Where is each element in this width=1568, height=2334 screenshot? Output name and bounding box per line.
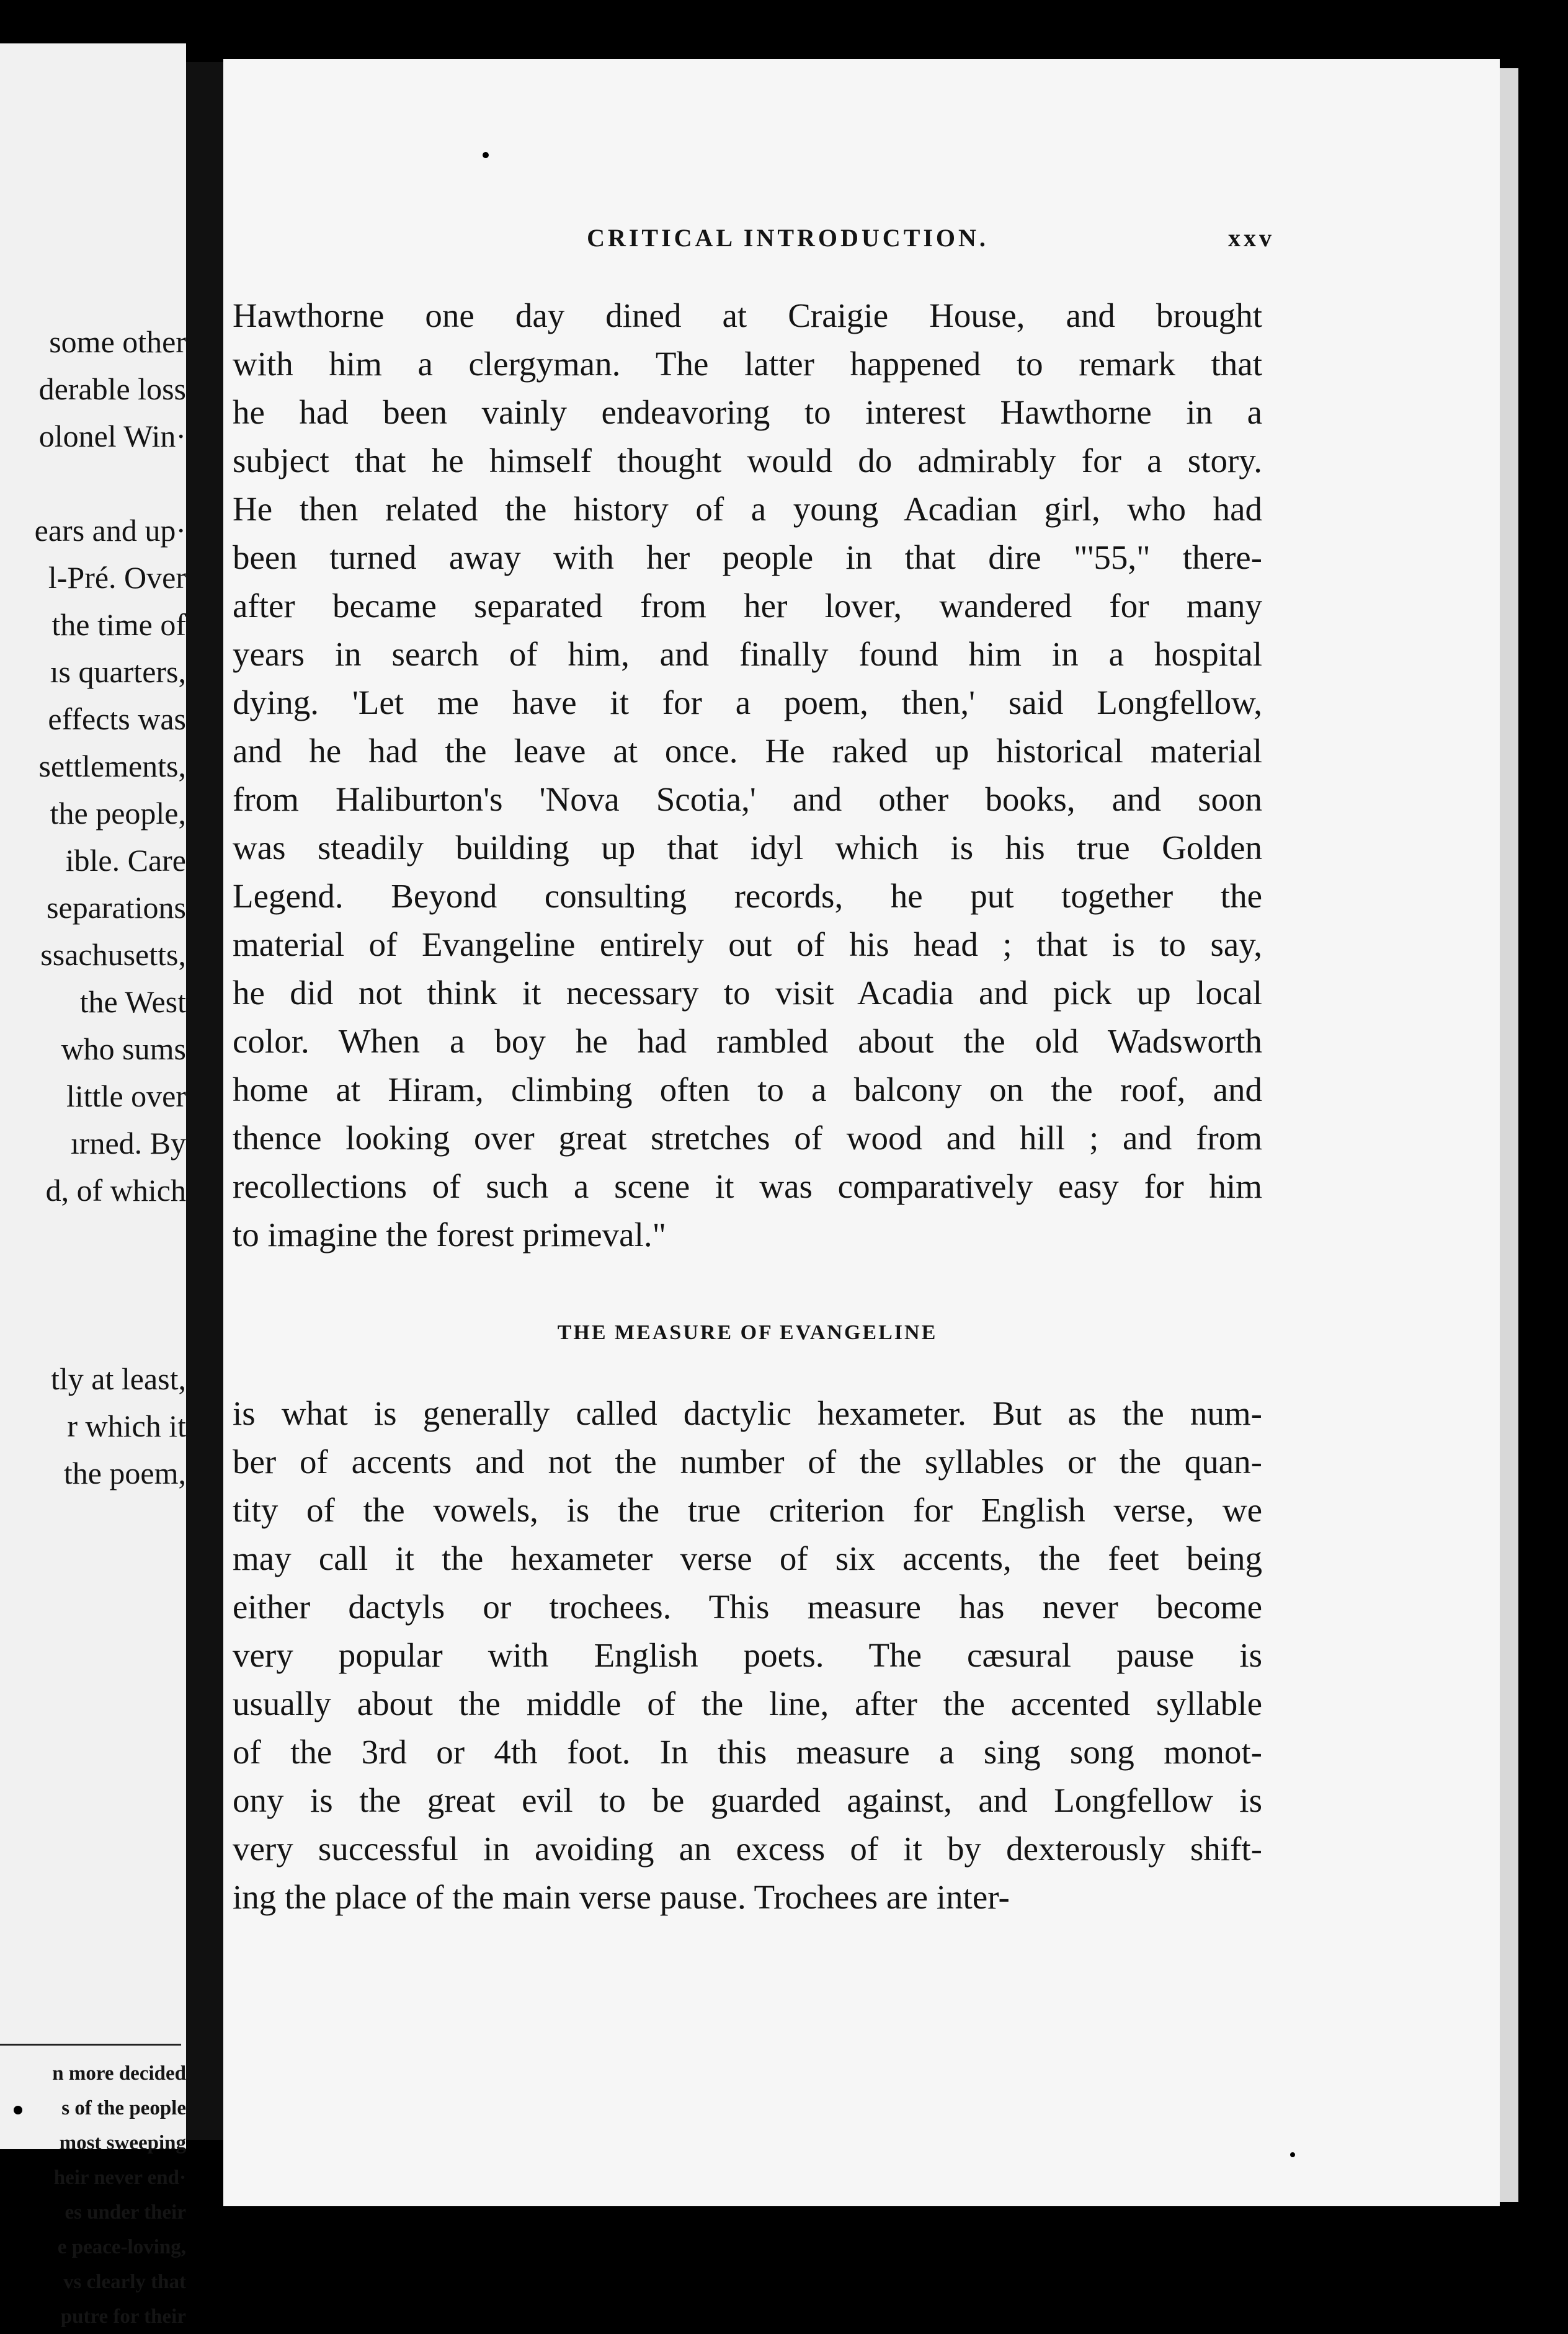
left-page-line: the people, (50, 796, 186, 831)
left-page-line: derable loss (38, 372, 186, 406)
left-page-line: ears and up· (34, 513, 186, 548)
text-line: ing the place of the main verse pause. Trochees are inter- (233, 1878, 1010, 1916)
page-speck (14, 2106, 22, 2114)
left-footnote-line: s of the people (61, 2097, 186, 2119)
footnote-rule (0, 2044, 181, 2046)
left-page-line: some other (49, 324, 186, 359)
left-footnote-line: es under their (65, 2201, 186, 2224)
left-footnote-line: heir never end· (53, 2167, 186, 2189)
left-footnote-line: n more decided (52, 2062, 186, 2085)
text-line: may call it the hexameter verse of six accents, the feet being (233, 1539, 1262, 1577)
text-line: from Haliburton's 'Nova Scotia,' and other books, and soon (233, 780, 1262, 818)
running-head-title: CRITICAL INTRODUCTION. (587, 224, 989, 252)
text-line: ony is the great evil to be guarded against, and Longfellow is (233, 1781, 1262, 1819)
left-page-line: ssachusetts, (40, 937, 186, 972)
text-line: recollections of such a scene it was comparatively easy for him (233, 1167, 1262, 1205)
left-page-line: the time of (51, 607, 186, 642)
page-edge (1500, 68, 1518, 2202)
running-head (301, 223, 1275, 261)
text-line: subject that he himself thought would do admirably for a story. (233, 442, 1262, 479)
text-line: with him a clergyman. The latter happened to remark that (233, 345, 1262, 383)
text-line: Hawthorne one day dined at Craigie House, and brought (233, 296, 1262, 334)
text-line: thence looking over great stretches of wood and hill ; and from (233, 1119, 1262, 1157)
section-heading: THE MEASURE OF EVANGELINE (557, 1321, 938, 1344)
left-footnote-line: vs clearly that (63, 2271, 186, 2293)
text-line: usually about the middle of the line, after the accented syllable (233, 1685, 1262, 1722)
paragraph-2 (233, 1389, 1262, 1922)
text-line: to imagine the forest primeval." (233, 1216, 667, 1254)
left-page-line: d, of which (45, 1173, 186, 1208)
left-page-line: tly at least, (51, 1361, 186, 1396)
book-gutter (186, 62, 223, 2140)
text-line: years in search of him, and finally found him in a hospital (233, 635, 1262, 673)
left-footnote-line: putre for their (60, 2305, 186, 2328)
left-page-fragment (0, 43, 186, 2328)
text-line: been turned away with her people in that dire "'55," there- (233, 538, 1262, 576)
page-speck (483, 152, 489, 158)
text-line: very successful in avoiding an excess of it by dexterously shift- (233, 1830, 1262, 1868)
text-line: he did not think it necessary to visit Acadia and pick up local (233, 974, 1262, 1012)
text-line: Legend. Beyond consulting records, he put together the (233, 877, 1262, 915)
left-page-line: separations (47, 890, 186, 925)
left-page-line: ırned. By (70, 1126, 186, 1160)
text-line: was steadily building up that idyl which is his true Golden (233, 829, 1262, 866)
text-line: very popular with English poets. The cæsural pause is (233, 1636, 1262, 1674)
text-line: either dactyls or trochees. This measure has never become (233, 1588, 1262, 1626)
left-page-line: who sums (61, 1031, 186, 1066)
left-page-line: l-Pré. Over (48, 560, 186, 595)
left-page-line: olonel Win· (38, 419, 186, 453)
text-line: tity of the vowels, is the true criterion for English verse, we (233, 1491, 1262, 1529)
page-number: xxv (1228, 224, 1275, 252)
text-line: is what is generally called dactylic hexameter. But as the num- (233, 1394, 1262, 1432)
text-line: of the 3rd or 4th foot. In this measure a sing song monot- (233, 1733, 1262, 1771)
text-line: dying. 'Let me have it for a poem, then,' said Longfellow, (233, 684, 1262, 721)
left-page-line: r which it (67, 1409, 186, 1443)
paragraph-1 (233, 292, 1262, 1259)
left-footnote-line: e peace-loving, (57, 2236, 186, 2258)
left-page-line: the West (79, 984, 186, 1019)
left-page-line: the poem, (63, 1456, 186, 1490)
left-page-line: ıs quarters, (50, 654, 186, 689)
text-line: He then related the history of a young Acadian girl, who had (233, 490, 1262, 528)
left-page-line: settlements, (38, 749, 186, 783)
left-page-line: little over (66, 1079, 186, 1113)
text-line: he had been vainly endeavoring to interest Hawthorne in a (233, 393, 1262, 431)
text-line: color. When a boy he had rambled about the old Wadsworth (233, 1022, 1262, 1060)
left-page-line: effects was (48, 702, 186, 736)
left-page-line: ible. Care (65, 843, 186, 878)
text-line: material of Evangeline entirely out of his head ; that is to say, (233, 925, 1262, 963)
text-line: and he had the leave at once. He raked up historical material (233, 732, 1262, 770)
page-speck (1290, 2152, 1295, 2157)
text-line: after became separated from her lover, wandered for many (233, 587, 1262, 625)
text-line: ber of accents and not the number of the syllables or the quan- (233, 1443, 1262, 1481)
text-line: home at Hiram, climbing often to a balcony on the roof, and (233, 1071, 1262, 1108)
left-footnote-line: most sweeping (59, 2132, 186, 2154)
